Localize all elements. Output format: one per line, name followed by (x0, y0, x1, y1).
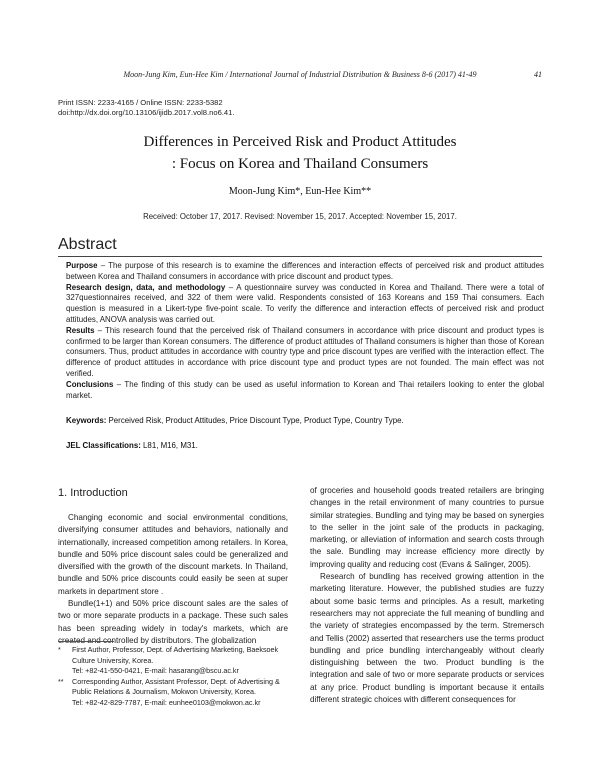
abstract-results (66, 326, 544, 380)
footnote-affiliation: Corresponding Author, Assistant Professor, Dept. of Advertising & Public Relations & Journalism, Mokwon University, Korea. (72, 676, 280, 697)
conclusions-text: – The finding of this study can be used as useful information to Korean and Thai retailers looking to enter the global market. (66, 379, 544, 400)
jel-text: L81, M16, M31. (140, 441, 198, 450)
footnote-divider (58, 641, 114, 642)
right-column (310, 485, 544, 706)
abstract-divider (58, 256, 542, 257)
authors: Moon-Jung Kim*, Eun-Hee Kim** (228, 186, 372, 197)
paragraph: of groceries and household goods treated retailers are bringing changes in the retail environment of many countries to pursue similar strategies. Bundling and tying may be based on synergies to the seller in the joint sale of the products in packaging, marketing, or alleviation of information and search costs through the sale. Bundling may increase efficiency more directly by improving quality and reducing cost (Evans & Salinger, 2005). (310, 486, 544, 569)
paragraph: Bundle(1+1) and 50% price discount sales are the sales of two or more separate products in a package. These such sales has been spreading widely in today's markets, which are created and controlled by distributors. The globalization (58, 599, 288, 645)
footnote-corresponding-author (58, 677, 288, 709)
jel-classifications (66, 441, 544, 452)
footnote-mark: * (58, 645, 61, 654)
footnotes (58, 645, 288, 709)
received-dates: Received: October 17, 2017. Revised: November 15, 2017. Accepted: November 15, 2017. (143, 212, 457, 221)
paragraph: Research of bundling has received growing attention in the marketing literature. However, the published studies are fuzzy about some basic terms and principles. As a result, marketing researchers may not appreciate the full meaning of bundling and the variety of strategies encompassed by the term. Stremersch and Tellis (2002) asserted that researchers use the terms product bundling and price bundling interchangeably without clearly distinguishing between the two. Product bundling is the integration and sale of two or more separate products or services at any price. Product bundling is important because it entails different strategic choices with different consequences for (310, 572, 544, 705)
title-line-2: : Focus on Korea and Thailand Consumers (171, 156, 429, 172)
section-title-introduction: 1. Introduction (58, 487, 128, 499)
abstract-conclusions (66, 380, 544, 402)
abstract-heading: Abstract (58, 236, 117, 253)
purpose-label: Purpose (66, 261, 98, 270)
paragraph: Changing economic and social environmental conditions, diversifying consumer attitudes and behaviors, nationally and internationally, increased competition among retailers. In Korea, bundle and 50% price discount sales could be generalized and diversified with the growth of the discount markets. In Thailand, bundle and 50% price discounts could easily be seen at super markets in department store . (58, 513, 288, 596)
method-label: Research design, data, and methodology (66, 282, 226, 292)
abstract-method (66, 283, 544, 326)
issn-block (58, 98, 234, 118)
footnote-mark: ** (58, 676, 64, 686)
title-line-1: Differences in Perceived Risk and Product Attitudes (143, 134, 457, 150)
method-text: – A questionnaire survey was conducted in Korea and Thailand. There were a total of 327questionnaires received, and 322 of them were valid. Respondents consisted of 163 Koreans and 159 Thai consumers. Each question is measured in a Likert-type five-point scale. To verify the difference and interaction effects of perceived risk and product attitudes, ANOVA analysis was carried out. (66, 282, 544, 324)
issn-line: Print ISSN: 2233-4165 / Online ISSN: 2233-5382 (58, 98, 223, 107)
page-number: 41 (534, 70, 542, 79)
footnote-affiliation: First Author, Professor, Dept. of Advertising Marketing, Baeksoek Culture University, Korea. (72, 645, 279, 665)
left-column (58, 512, 288, 647)
jel-label: JEL Classifications: (66, 441, 141, 450)
conclusions-label: Conclusions (66, 379, 114, 389)
abstract-purpose (66, 261, 544, 283)
doi-line[interactable]: doi:http://dx.doi.org/10.13106/ijidb.2017.vol8.no6.41. (58, 108, 235, 117)
abstract-body (66, 261, 544, 401)
results-label: Results (66, 325, 95, 335)
results-text: – This research found that the perceived risk of Thailand consumers in accordance with price discount and product types is confirmed to be larger than Korean consumers. The difference of product attitudes of Thailand consumers is higher than those of Korean consumers. Thus, product attitudes in accordance with country type and price discount types are verified with the interaction effect. The difference of product attitudes in accordance with price discount type and product types are not founded. The main effect was not verified. (66, 325, 544, 378)
keywords-text: Perceived Risk, Product Attitudes, Price Discount Type, Product Type, Country Type. (106, 416, 404, 425)
footnote-first-author (58, 645, 288, 677)
footnote-contact: Tel: +82-42-829-7787, E-mail: eunhee0103@mokwon.ac.kr (72, 697, 261, 707)
keywords (66, 416, 544, 427)
keywords-label: Keywords: (66, 416, 107, 425)
running-head: Moon-Jung Kim, Eun-Hee Kim / International Journal of Industrial Distribution & Business 8-6 (2017) 41-49 (123, 70, 477, 79)
paper-title (0, 131, 600, 175)
footnote-contact: Tel: +82-41-550-0421, E-mail: hasarang@bscu.ac.kr (72, 666, 239, 676)
purpose-text: – The purpose of this research is to examine the differences and interaction effects of perceived risk and product attitudes between Korea and Thailand consumers in accordance with price discount and product types. (66, 261, 544, 281)
